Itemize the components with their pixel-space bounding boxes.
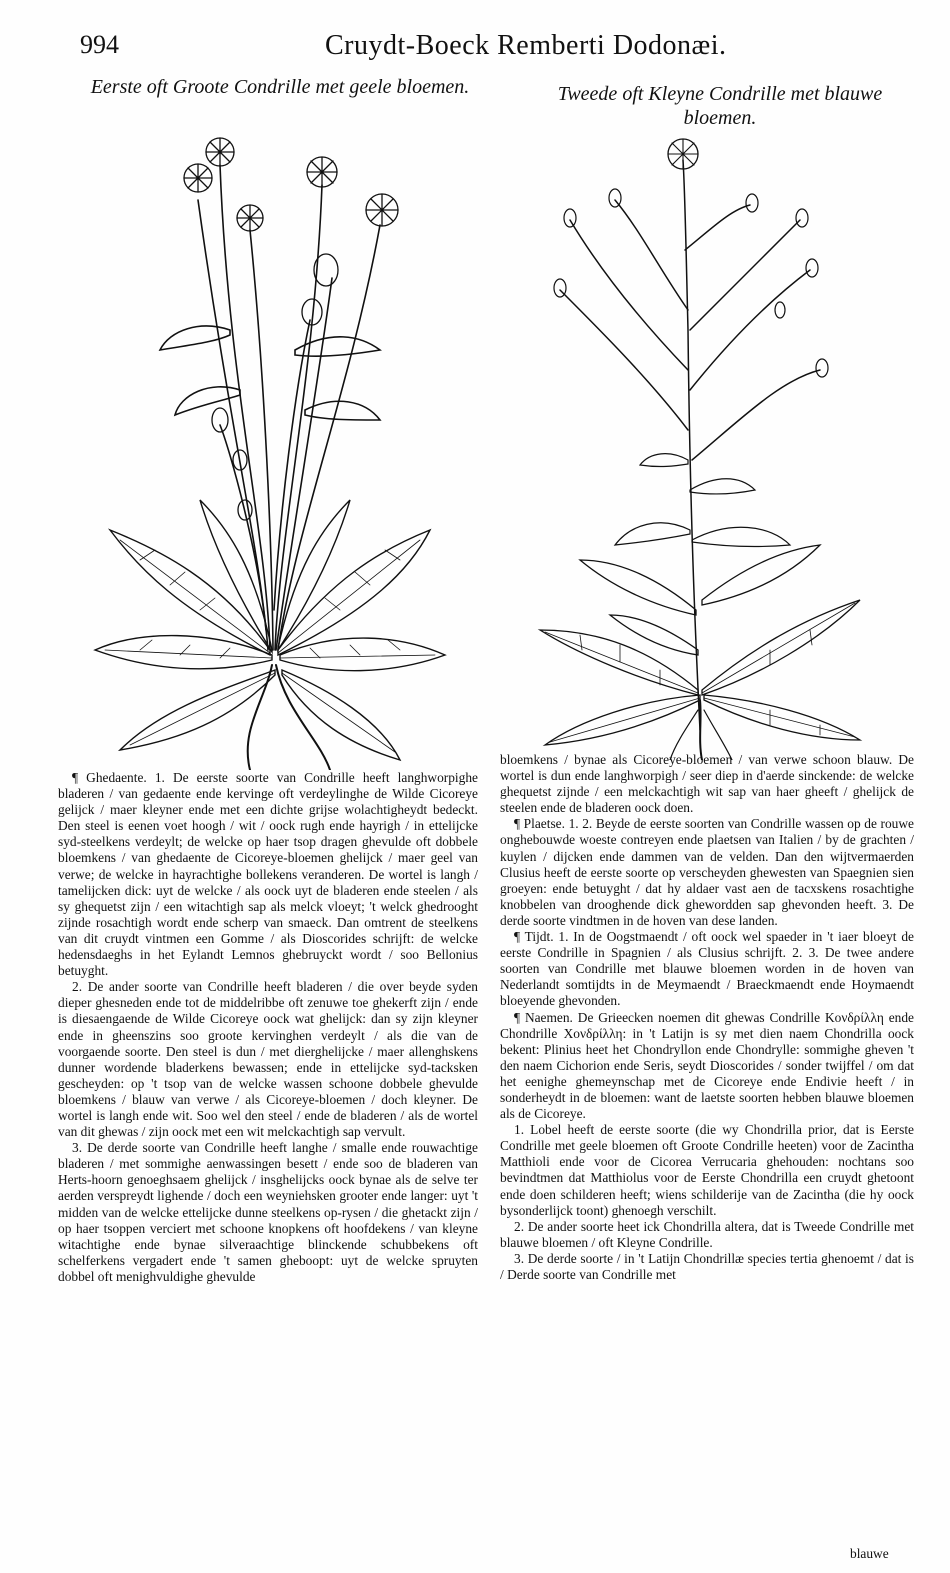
figure-caption-left: Eerste oft Groote Condrille met geele bloemen. bbox=[90, 76, 470, 98]
paragraph-naemen-1: 1. Lobel heeft de eerste soorte (die wy Chondrilla prior, dat is Eerste Condrille met geele bloemen oft Groote Condrille heeten) voor de Zacintha Matthioli ende voor de Cicorea Verrucaria ghehouden: nochtans soo bevindtmen dat Matthiolus voor de Eerste Chondrilla een cruydt ghetoont ende doen schilderen heeft; wiens schilderije van de Zacintha (die hy oock bysonderlijck toont) ghenoegh verschilt. bbox=[500, 1122, 914, 1218]
woodcut-large-condrille bbox=[80, 130, 460, 770]
text-column-left bbox=[58, 770, 478, 1285]
paragraph-naemen: ¶ Naemen. De Grieecken noemen dit ghewas Condrille Κονδρίλλη ende Chondrille Χονδρίλλη: in 't Latijn is sy met dien naem Chondrilla oock bekent: Plinius heet het Chondryllon ende Chondrylle: sommighe gheven 't den naem Cichorion ende Seris, seydt Dioscorides / sonder twijffel / om dat het eenighe ghemeynschap met de Cicoreye ende Endivie heeft / in sonderheydt in de bloemen: want de laetste soorten hebben blauwe bloemen als de Cicoreye. bbox=[500, 1009, 914, 1122]
paragraph-naemen-3: 3. De derde soorte / in 't Latijn Chondrillæ species tertia ghenoemt / dat is / Derde soorte van Condrille met bbox=[500, 1250, 914, 1282]
figure-caption-right: Tweede oft Kleyne Condrille met blauwe bloemen. bbox=[557, 83, 883, 129]
paragraph-plaetse: ¶ Plaetse. 1. 2. Beyde de eerste soorten van Condrille wassen op de rouwe onghebouwde woeste contreyen ende plaetsen van Italien / by de grachten / kuylen / dijcken ende dammen van de velden. Dan den wijtvermaerden Clusius heeft de eerste soorte op verscheyden ghewesten van Spaegnien sien groeyen: ende betuyght / dat hy aldaer vast aen de tacxskens rosachtighe knobbelen van drooghende dick ghewordden sap ghevonden heeft. 3. De derde soorte vindtmen in de hoven van dese landen. bbox=[500, 816, 914, 928]
paragraph-naemen-2: 2. De ander soorte heet ick Chondrilla altera, dat is Tweede Condrille met blauwe bloemen / oft Kleyne Condrille. bbox=[500, 1218, 914, 1250]
paragraph-tijdt: ¶ Tijdt. 1. In de Oogstmaendt / oft oock wel spaeder in 't iaer bloeyt de eerste Condrille in Spagnien / als Clusius schrijft. 2. 3. De twee andere soorten van Condrille met blauwe bloemen worden in de hoven van Nederlandt somtijdts in de Meymaendt / Braeckmaendt ende Hoymaendt bloeyende ghevonden. bbox=[500, 929, 914, 1009]
page-number: 994 bbox=[80, 30, 119, 59]
page-header bbox=[80, 30, 900, 70]
paragraph-ghedaente-3: 3. De derde soorte van Condrille heeft langhe / smalle ende rouwachtige bladeren / met sommighe aenwassingen besett / ende soo de bladeren van Herts-hoorn genoeghsaem ghelijck / insghelijcks oock bynae als de selve ter aerden verspreydt lighende / doch een weyniehsken grooter ende langer: uyt 't midden van de welcke ettelijcke dunne steelkens op-rysen / die ghetackt zijn / op haer tsoppen verciert met schoone knopkens oft hoofdekens / van kleyne witachtighe ende bynae silveraachtige blinckende schubbekens oft schelferkens vergadert ende 't samen gheboopt: uyt de welcke spruyten dobbel oft menighvuldighe ghevulde bbox=[58, 1140, 478, 1284]
paragraph-continuation: bloemkens / bynae als Cicoreye-bloemen / van verwe schoon blauw. De wortel is dun ende langhworpigh / seer diep in d'aerde sinckende: de welcke ghequetst zijnde / een melckachtigh wit sap van haer gheeft / ghelijck de steelen ende de bladeren oock doen. bbox=[500, 752, 914, 816]
paragraph-ghedaente-1: ¶ Ghedaente. 1. De eerste soorte van Condrille heeft langhworpighe bladeren / van gedaente ende kervinge oft verdeylinghe de Wilde Cicoreye gelijck / maer kleyner ende met een dichte grijse wolachtigheydt bedeckt. Den steel is eenen voet hoogh / wit / oock rugh ende hayrigh / in ettelijcke syd-steelkens verdeylt; de welcke op haer tsop dragen ghevulde oft dobbele bloemkens / van ghedaente de Cicoreye-bloemen ghelijck / maer geel van verwe; de welcke in hayrachtighe bollekens veranderen. De wortel is langh / tamelijcken dick: uyt de welcke / als oock uyt de bladeren ende steelen / als sy ghequetst zijn / een witachtigh sap als melck vloeyt; 't welck ghedrooght zijnde rosachtigh wordt ende scherp van smaeck. Dan omtrent de steelkens van dit cruydt vintmen een Gomme / als Dioscorides schrijft: de welcke hedensdaeghs in het Eylandt Lemnos ghebruyckt wordt / soo Bellonius betuyght. bbox=[58, 770, 478, 979]
woodcut-small-condrille bbox=[520, 130, 880, 760]
catchword: blauwe bbox=[850, 1546, 889, 1561]
paragraph-ghedaente-2: 2. De ander soorte van Condrille heeft bladeren / die over beyde syden dieper ghesneden ende tot de middelribbe oft zenuwe toe ghekerft zijn / ende is diesaengaende de Wilde Cicoreye oock wat ghelijck: dan sy zijn kleyner ende in gheenszins soo groote kervinghen verdeylt / als die van de voorgaende soorte. Den steel is dun / met dierghelijcke / maer allenghskens dunner wordende bladerkens bewassen; ende in ettelijcke syd-tacksken gescheyden: op 't tsop van de welcke wassen schoone dobbele ghevulde bloemkens / blauw van verwe / als Cicoreye-bloemen / doch kleyner. De wortel is langh ende wit. Soo wel den steel / ende de bladeren / als de wortel van dit ghewas / zijn oock met een wit melckachtigh sap vervult. bbox=[58, 979, 478, 1140]
running-title: Cruydt-Boeck Remberti Dodonæi. bbox=[325, 30, 727, 61]
text-column-right bbox=[500, 752, 914, 1283]
